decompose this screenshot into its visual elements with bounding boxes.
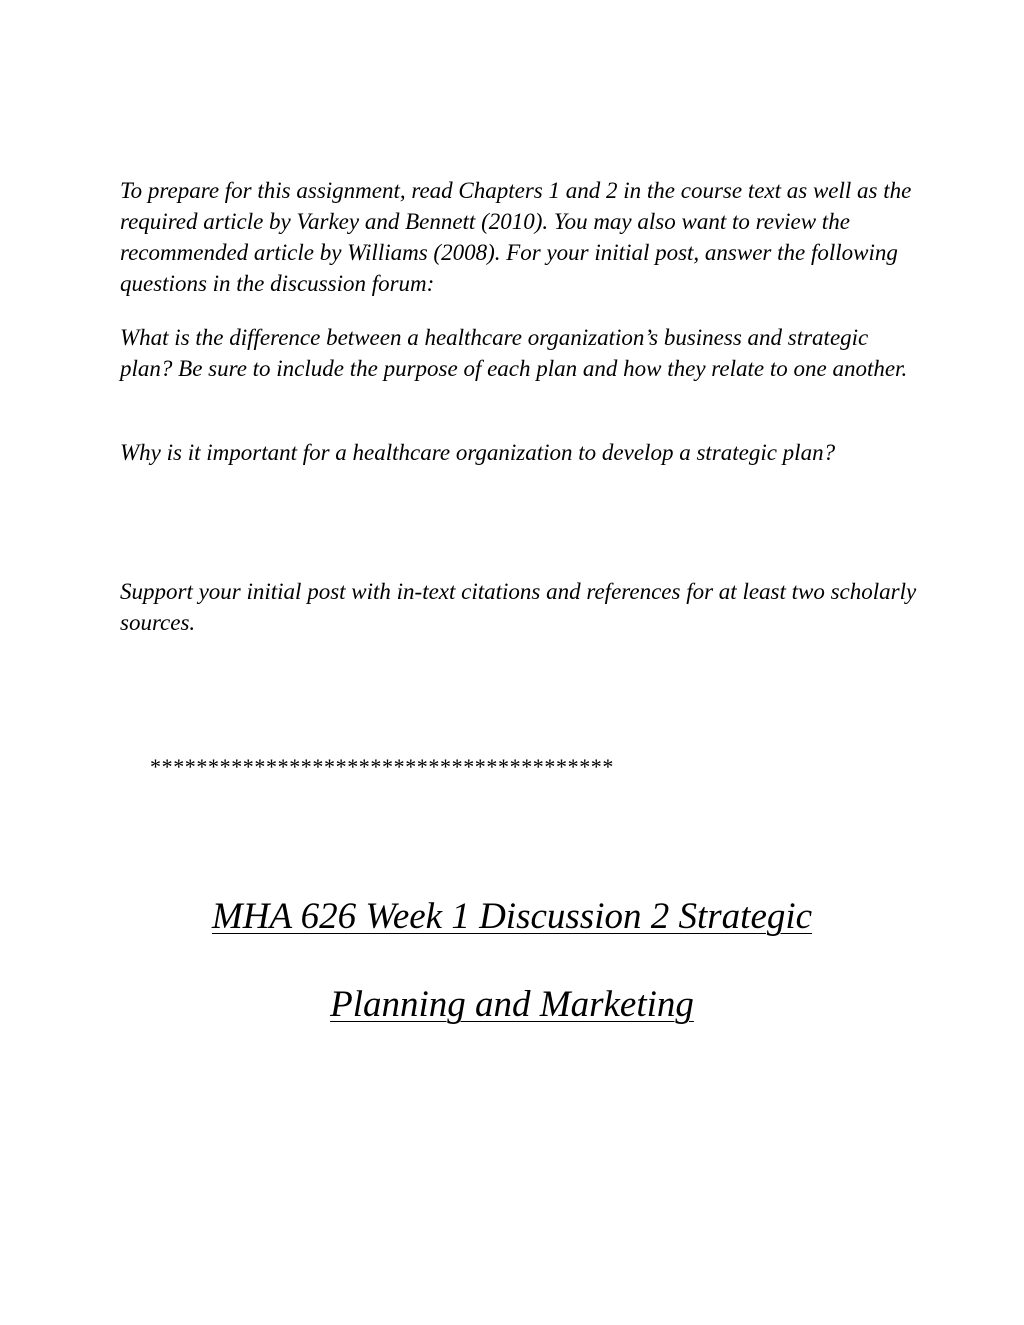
instructions-paragraph: To prepare for this assignment, read Chapters 1 and 2 in the course text as well as the required article by Varkey and Bennett (2010). You may also want to review the recommended article by Williams (2008). For your initial post, answer the following questions in the discussion forum: — [120, 178, 912, 296]
question-importance-strategic-plan: Why is it important for a healthcare organization to develop a strategic plan? — [120, 440, 836, 465]
document-title-line-1: MHA 626 Week 1 Discussion 2 Strategic — [211, 896, 813, 937]
document-title-line-2: Planning and Marketing — [330, 984, 694, 1025]
question-business-vs-strategic-plan: What is the difference between a healthcare organization’s business and strategic plan? Be sure to include the purpose of each plan and how they relate to one another. — [120, 325, 908, 381]
citation-requirement-paragraph: Support your initial post with in-text citations and references for at least two scholarly sources. — [120, 579, 917, 635]
asterisk-separator: **************************************** — [150, 754, 614, 779]
